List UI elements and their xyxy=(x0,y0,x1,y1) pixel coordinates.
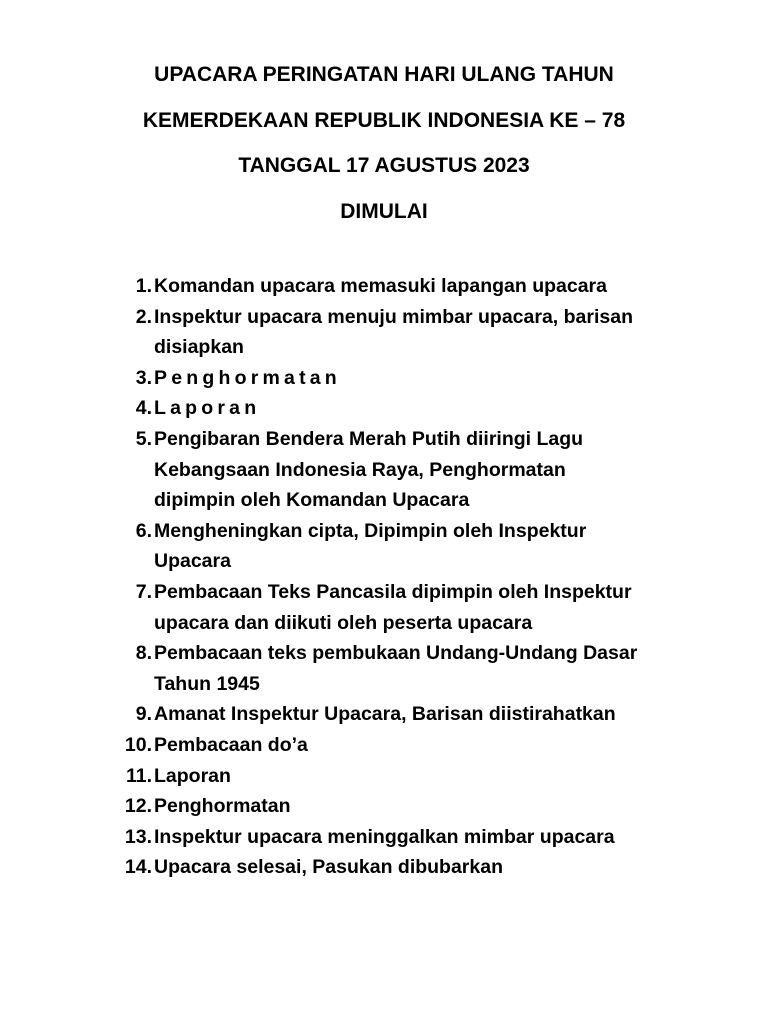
item-text: Laporan xyxy=(154,397,261,420)
item-text: Komandan upacara memasuki lapangan upacara xyxy=(154,275,607,297)
item-number: 10. xyxy=(124,733,152,756)
list-item xyxy=(100,363,700,394)
heading-line-2: KEMERDEKAAN REPUBLIK INDONESIA KE – 78 xyxy=(142,108,626,132)
list-item xyxy=(100,271,700,302)
heading-line-3: TANGGAL 17 AGUSTUS 2023 xyxy=(238,154,530,177)
item-number: 4. xyxy=(135,397,152,420)
item-text: Mengheningkan cipta, Dipimpin oleh Inspektur Upacara xyxy=(154,519,587,573)
item-text: Penghormatan xyxy=(154,366,341,389)
item-text: Penghormatan xyxy=(154,795,291,818)
item-text: Pembacaan teks pembukaan Undang-Undang Dasar Tahun 1945 xyxy=(154,642,638,695)
item-text: Pengibaran Bendera Merah Putih diiringi Lagu Kebangsaan Indonesia Raya, Penghormatan dipimpin oleh Komandan Upacara xyxy=(154,427,584,512)
document-heading xyxy=(0,52,768,234)
heading-line-4: DIMULAI xyxy=(340,199,428,223)
item-text: Inspektur upacara meninggalkan mimbar upacara xyxy=(154,825,615,848)
item-text: Amanat Inspektur Upacara, Barisan diistirahatkan xyxy=(154,703,616,726)
item-text: Inspektur upacara menuju mimbar upacara, barisan disiapkan xyxy=(154,305,633,359)
list-item xyxy=(100,730,700,761)
list-item xyxy=(100,791,700,822)
item-number: 7. xyxy=(135,580,152,603)
agenda-list xyxy=(100,271,700,883)
item-number: 5. xyxy=(135,427,152,450)
list-item xyxy=(100,852,700,883)
item-number: 3. xyxy=(135,366,152,389)
item-number: 9. xyxy=(135,703,152,726)
item-number: 12. xyxy=(124,795,152,818)
item-text: Pembacaan do’a xyxy=(154,733,308,756)
item-number: 2. xyxy=(135,305,152,328)
list-item xyxy=(100,822,700,853)
item-number: 6. xyxy=(135,519,152,542)
heading-line-1: UPACARA PERINGATAN HARI ULANG TAHUN xyxy=(154,63,614,86)
item-number: 13. xyxy=(124,825,152,848)
list-item xyxy=(100,424,700,516)
item-number: 8. xyxy=(135,642,152,665)
item-text: Upacara selesai, Pasukan dibubarkan xyxy=(154,856,504,879)
item-text: Pembacaan Teks Pancasila dipimpin oleh Inspektur upacara dan diikuti oleh peserta upacara xyxy=(154,580,632,634)
list-item xyxy=(100,699,700,730)
list-item xyxy=(100,516,700,577)
list-item xyxy=(100,638,700,699)
item-number: 11. xyxy=(125,764,152,787)
item-number: 1. xyxy=(135,275,152,297)
list-item xyxy=(100,577,700,638)
item-text: Laporan xyxy=(154,764,231,787)
list-item xyxy=(100,302,700,363)
list-item xyxy=(100,393,700,424)
item-number: 14. xyxy=(124,856,152,879)
list-item xyxy=(100,761,700,792)
